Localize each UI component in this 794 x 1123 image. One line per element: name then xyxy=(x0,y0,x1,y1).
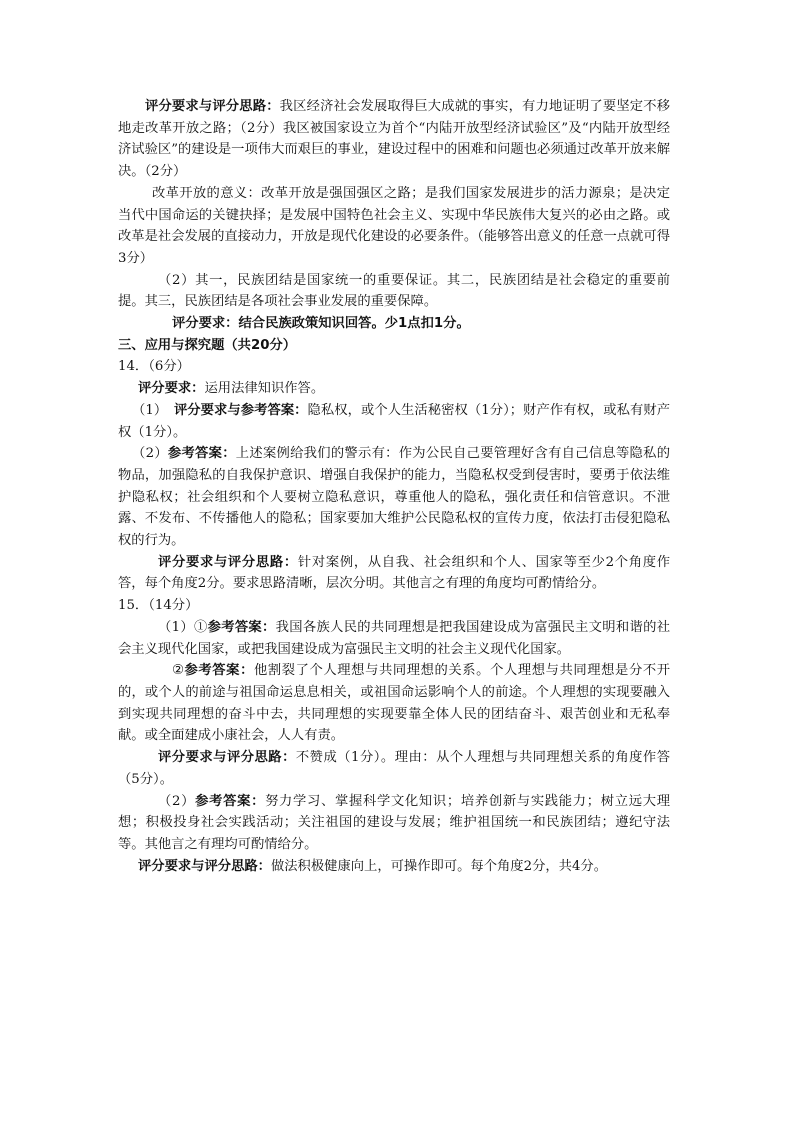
part-number: ② xyxy=(172,663,185,679)
answer-key-content xyxy=(118,96,670,877)
paragraph-text: 上述案例给我们的警示有：作为公民自己要管理好含有自己信息等隐私的物品，加强隐私的自我保护意识、增强自我保护的能力，当隐私权受到侵害时，要勇于依法维护隐私权；社会组织和个人要树立隐私意识，尊重他人的隐私，强化责任和信管意识。不泄露、不发布、不传播他人的隐私；国家要加大维护公民隐私权的宣传力度，依法打击侵犯隐私权的行为。 xyxy=(118,446,671,549)
scoring-label: 评分要求：结合民族政策知识回答。少1点扣1分。 xyxy=(172,316,470,332)
scoring-label: 评分要求与评分思路： xyxy=(158,554,298,570)
part-number: （1）① xyxy=(158,619,208,635)
answer-label: 参考答案： xyxy=(207,619,276,635)
scoring-label: 评分要求与参考答案： xyxy=(173,402,308,418)
question-number: 15．（14分） xyxy=(118,598,199,614)
section-title: 三、应用与探究题（共20分） xyxy=(118,337,297,353)
paragraph-q15-scoring xyxy=(118,747,670,790)
paragraph-q15-part1-b xyxy=(118,660,670,747)
section-heading xyxy=(118,335,670,357)
paragraph-q14-part2 xyxy=(118,443,670,552)
paragraph-text: 努力学习、掌握科学文化知识；培养创新与实践能力；树立远大理想；积极投身社会实践活动；关注祖国的建设与发展；维护祖国统一和民族团结；遵纪守法等。其他言之有理均可酌情给分。 xyxy=(118,793,670,852)
paragraph-q15-part2 xyxy=(118,791,670,856)
scoring-label: 评分要求与评分思路： xyxy=(138,858,271,874)
part-number: （2） xyxy=(158,793,196,809)
part-number: （1） xyxy=(132,402,174,418)
paragraph-text: 隐私权，或个人生活秘密权（1分）；财产作有权，或私有财产权（1分）。 xyxy=(118,402,671,440)
paragraph-text: 他割裂了个人理想与共同理想的关系。个人理想与共同理想是分不开的，或个人的前途与祖国命运息息相关，或祖国命运影响个人的前途。个人理想的实现要融入到实现共同理想的奋斗中去，共同理想的实现要靠全体人民的团结奋斗、艰苦创业和无私奉献。或全面建成小康社会，人人有责。 xyxy=(118,663,671,744)
answer-label: 参考答案： xyxy=(184,663,254,679)
scoring-label: 评分要求与评分思路： xyxy=(158,750,296,766)
paragraph-text: 运用法律知识作答。 xyxy=(204,381,325,397)
scoring-label: 评分要求： xyxy=(138,381,205,397)
paragraph-text: 我国各族人民的共同理想是把我国建设成为富强民主文明和谐的社会主义现代化国家，或把我国建设成为富强民主文明的社会主义现代化国家。 xyxy=(118,619,671,657)
paragraph-q14-part1 xyxy=(118,400,670,443)
paragraph-text: 做法积极健康向上，可操作即可。每个角度2分，共4分。 xyxy=(270,858,608,874)
paragraph-text: 我区经济社会发展取得巨大成就的事实，有力地证明了要坚定不移地走改革开放之路；（2分）我区被国家设立为首个“内陆开放型经济试验区”及“内陆开放型经济试验区”的建设是一项伟大而艰巨的事业，建设过程中的困难和问题也必须通过改革开放来解决。（2分） xyxy=(118,99,671,180)
paragraph-reform-evidence xyxy=(118,96,670,183)
paragraph-ethnic-unity xyxy=(118,270,670,313)
answer-label: 参考答案： xyxy=(167,446,236,462)
paragraph-text: 不赞成（1分）。理由：从个人理想与共同理想关系的角度作答（5分）。 xyxy=(118,750,670,787)
part-number: （2） xyxy=(132,446,168,462)
paragraph-text: 改革开放的意义：改革开放是强国强区之路；是我们国家发展进步的活力源泉；是决定当代中国命运的关键抉择；是发展中国特色社会主义、实现中华民族伟大复兴的必由之路。或改革是社会发展的直接动力，开放是现代化建设的必要条件。（能够答出意义的任意一点就可得3分） xyxy=(118,185,670,266)
question-14-header xyxy=(118,356,670,378)
scoring-label: 评分要求与评分思路： xyxy=(145,99,280,114)
paragraph-q14-scoring xyxy=(118,378,670,400)
paragraph-scoring-ethnic-policy xyxy=(118,313,670,335)
paragraph-q15-part2-scoring xyxy=(118,856,670,878)
answer-label: 参考答案： xyxy=(195,793,266,809)
paragraph-reform-significance xyxy=(118,183,670,270)
question-15-header xyxy=(118,595,670,617)
question-number: 14．（6分） xyxy=(118,359,190,375)
paragraph-text: 针对案例，从自我、社会组织和个人、国家等至少2个角度作答，每个角度2分。要求思路清晰，层次分明。其他言之有理的角度均可酌情给分。 xyxy=(118,554,670,592)
paragraph-q14-scoring-approach xyxy=(118,552,670,595)
paragraph-q15-part1-a xyxy=(118,617,670,660)
paragraph-text: （2）其一，民族团结是国家统一的重要保证。其二，民族团结是社会稳定的重要前提。其三，民族团结是各项社会事业发展的重要保障。 xyxy=(118,272,670,310)
